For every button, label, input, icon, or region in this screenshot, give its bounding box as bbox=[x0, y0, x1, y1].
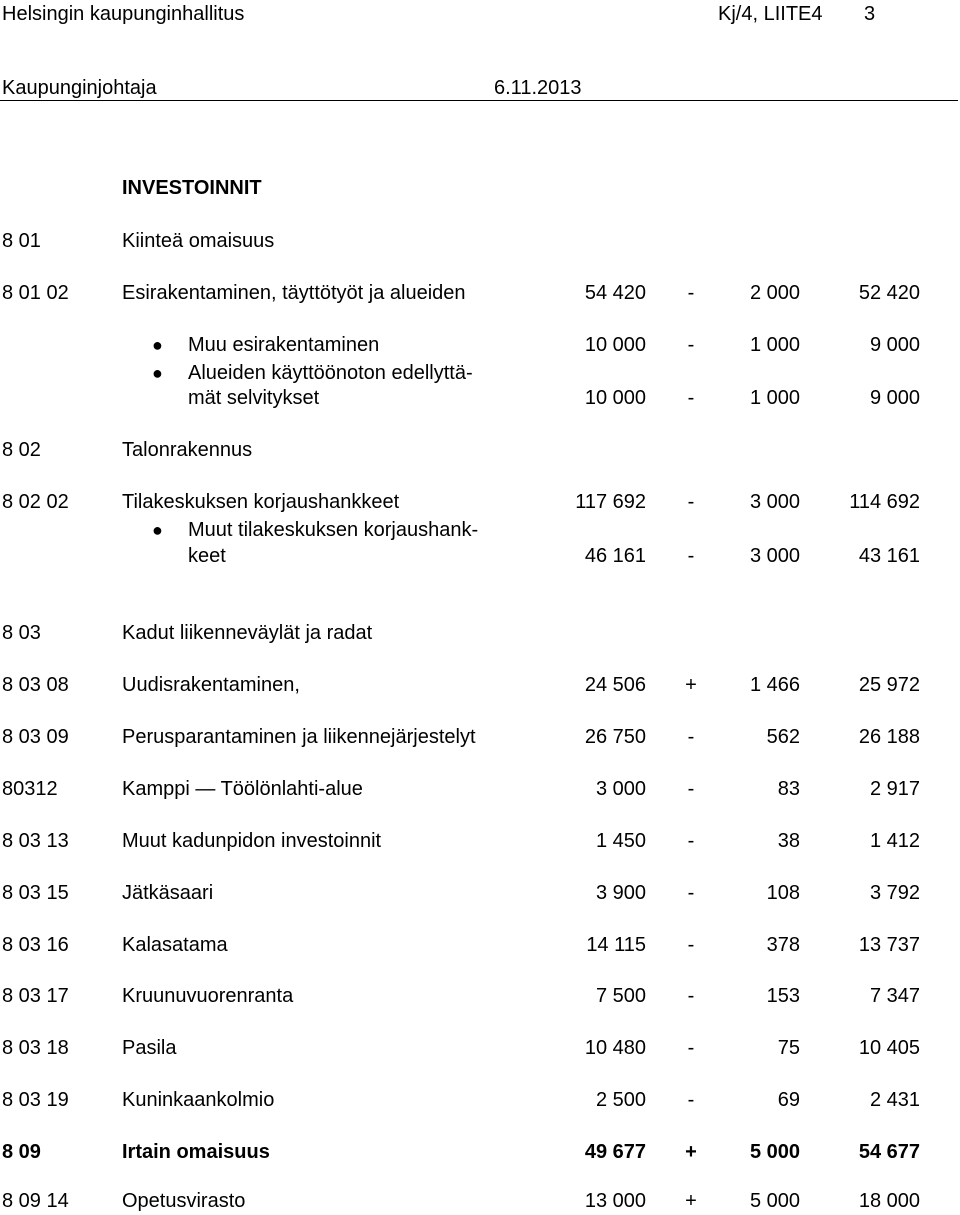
account-label: Irtain omaisuus bbox=[122, 1141, 270, 1163]
table-row bbox=[0, 489, 960, 515]
change-sign: - bbox=[687, 491, 695, 513]
account-label: Perusparantaminen ja liikennejärjestelyt bbox=[122, 726, 476, 748]
account-label: Kamppi — Töölönlahti-alue bbox=[122, 778, 363, 800]
original-amount: 3 000 bbox=[595, 778, 646, 800]
account-code: 8 03 19 bbox=[2, 1089, 69, 1111]
change-amount: 75 bbox=[777, 1037, 800, 1059]
table-row bbox=[0, 828, 960, 854]
table-row bbox=[0, 1035, 960, 1061]
change-amount: 1 466 bbox=[749, 674, 800, 696]
new-amount: 43 161 bbox=[858, 545, 920, 567]
account-label: Muu esirakentaminen bbox=[188, 334, 380, 356]
table-row bbox=[0, 776, 960, 802]
section-row bbox=[0, 228, 960, 254]
original-amount: 24 506 bbox=[584, 674, 646, 696]
new-amount: 7 347 bbox=[869, 985, 920, 1007]
account-code: 8 03 18 bbox=[2, 1037, 69, 1059]
original-amount: 49 677 bbox=[584, 1141, 646, 1163]
new-amount: 52 420 bbox=[858, 282, 920, 304]
new-amount: 54 677 bbox=[858, 1141, 920, 1163]
account-code: 8 02 bbox=[2, 439, 41, 461]
account-label: Muut tilakeskuksen korjaushank- bbox=[188, 519, 479, 541]
change-amount: 3 000 bbox=[749, 545, 800, 567]
change-amount: 378 bbox=[766, 934, 800, 956]
account-code: 8 03 17 bbox=[2, 985, 69, 1007]
header-author: Kaupunginjohtaja bbox=[2, 77, 157, 99]
account-code: 8 03 bbox=[2, 622, 41, 644]
change-amount: 1 000 bbox=[749, 334, 800, 356]
change-sign: - bbox=[687, 334, 695, 356]
change-amount: 5 000 bbox=[749, 1141, 800, 1163]
account-code: 8 03 13 bbox=[2, 830, 69, 852]
original-amount: 13 000 bbox=[584, 1190, 646, 1212]
account-label: Jätkäsaari bbox=[122, 882, 214, 904]
account-code: 8 03 09 bbox=[2, 726, 69, 748]
original-amount: 26 750 bbox=[584, 726, 646, 748]
original-amount: 117 692 bbox=[575, 491, 646, 513]
change-sign: - bbox=[687, 934, 695, 956]
original-amount: 3 900 bbox=[595, 882, 646, 904]
account-code: 8 09 bbox=[2, 1141, 41, 1163]
table-row bbox=[0, 280, 960, 306]
account-code: 80312 bbox=[2, 778, 58, 800]
original-amount: 10 480 bbox=[584, 1037, 646, 1059]
table-row bbox=[0, 1087, 960, 1113]
new-amount: 18 000 bbox=[858, 1190, 920, 1212]
table-row bbox=[0, 385, 960, 411]
account-label: Kruunuvuorenranta bbox=[122, 985, 294, 1007]
original-amount: 7 500 bbox=[595, 985, 646, 1007]
change-sign: - bbox=[687, 387, 695, 409]
account-label: Tilakeskuksen korjaushankkeet bbox=[122, 491, 400, 513]
change-amount: 108 bbox=[766, 882, 800, 904]
table-row bbox=[0, 360, 960, 386]
new-amount: 10 405 bbox=[858, 1037, 920, 1059]
original-amount: 10 000 bbox=[584, 334, 646, 356]
change-amount: 69 bbox=[777, 1089, 800, 1111]
account-label: Kalasatama bbox=[122, 934, 228, 956]
account-code: 8 01 bbox=[2, 230, 41, 252]
change-amount: 83 bbox=[777, 778, 800, 800]
change-sign: - bbox=[687, 830, 695, 852]
table-row bbox=[0, 880, 960, 906]
new-amount: 2 917 bbox=[869, 778, 920, 800]
account-label: Kuninkaankolmio bbox=[122, 1089, 275, 1111]
account-label-continued: keet bbox=[188, 545, 226, 567]
table-row bbox=[0, 543, 960, 569]
page-title: INVESTOINNIT bbox=[122, 177, 262, 199]
new-amount: 2 431 bbox=[869, 1089, 920, 1111]
section-row bbox=[0, 620, 960, 646]
change-sign: - bbox=[687, 726, 695, 748]
account-label: Pasila bbox=[122, 1037, 177, 1059]
account-label: Muut kadunpidon investoinnit bbox=[122, 830, 382, 852]
bullet-icon: ● bbox=[152, 335, 163, 355]
change-sign: + bbox=[685, 1141, 697, 1163]
table-row bbox=[0, 1188, 960, 1214]
header-ref: Kj/4, LIITE4 bbox=[718, 3, 823, 25]
new-amount: 9 000 bbox=[869, 334, 920, 356]
header-date: 6.11.2013 bbox=[494, 77, 582, 99]
table-row bbox=[0, 983, 960, 1009]
change-amount: 3 000 bbox=[749, 491, 800, 513]
bullet-icon: ● bbox=[152, 520, 163, 540]
new-amount: 1 412 bbox=[869, 830, 920, 852]
table-row bbox=[0, 724, 960, 750]
bullet-icon: ● bbox=[152, 363, 163, 383]
original-amount: 46 161 bbox=[584, 545, 646, 567]
change-sign: + bbox=[685, 674, 697, 696]
account-label: Esirakentaminen, täyttötyöt ja alueiden bbox=[122, 282, 466, 304]
account-label: Opetusvirasto bbox=[122, 1190, 246, 1212]
change-sign: - bbox=[687, 778, 695, 800]
account-code: 8 03 16 bbox=[2, 934, 69, 956]
change-sign: + bbox=[685, 1190, 697, 1212]
header-page-number: 3 bbox=[864, 3, 876, 25]
original-amount: 54 420 bbox=[584, 282, 646, 304]
change-sign: - bbox=[687, 282, 695, 304]
section-row bbox=[0, 437, 960, 463]
account-code: 8 09 14 bbox=[2, 1190, 69, 1212]
original-amount: 10 000 bbox=[584, 387, 646, 409]
section-total-row bbox=[0, 1139, 960, 1165]
change-amount: 2 000 bbox=[749, 282, 800, 304]
header-divider bbox=[0, 100, 958, 101]
account-label: Uudisrakentaminen, bbox=[122, 674, 300, 696]
change-amount: 5 000 bbox=[749, 1190, 800, 1212]
change-amount: 1 000 bbox=[749, 387, 800, 409]
change-sign: - bbox=[687, 882, 695, 904]
account-code: 8 03 15 bbox=[2, 882, 69, 904]
account-code: 8 01 02 bbox=[2, 282, 69, 304]
account-label-continued: mät selvitykset bbox=[188, 387, 320, 409]
new-amount: 13 737 bbox=[858, 934, 920, 956]
change-sign: - bbox=[687, 1089, 695, 1111]
original-amount: 1 450 bbox=[595, 830, 646, 852]
change-amount: 38 bbox=[777, 830, 800, 852]
new-amount: 3 792 bbox=[869, 882, 920, 904]
table-row bbox=[0, 932, 960, 958]
new-amount: 26 188 bbox=[858, 726, 920, 748]
new-amount: 25 972 bbox=[858, 674, 920, 696]
new-amount: 9 000 bbox=[869, 387, 920, 409]
change-amount: 153 bbox=[766, 985, 800, 1007]
account-label: Alueiden käyttöönoton edellyttä- bbox=[188, 362, 473, 384]
account-label: Kiinteä omaisuus bbox=[122, 230, 275, 252]
original-amount: 14 115 bbox=[586, 934, 646, 956]
change-sign: - bbox=[687, 985, 695, 1007]
account-label: Kadut liikenneväylät ja radat bbox=[122, 622, 373, 644]
change-sign: - bbox=[687, 1037, 695, 1059]
table-row bbox=[0, 517, 960, 543]
table-row bbox=[0, 332, 960, 358]
table-row bbox=[0, 672, 960, 698]
account-label: Talonrakennus bbox=[122, 439, 253, 461]
header-org: Helsingin kaupunginhallitus bbox=[2, 3, 245, 25]
change-sign: - bbox=[687, 545, 695, 567]
account-code: 8 02 02 bbox=[2, 491, 69, 513]
original-amount: 2 500 bbox=[595, 1089, 646, 1111]
change-amount: 562 bbox=[766, 726, 800, 748]
account-code: 8 03 08 bbox=[2, 674, 69, 696]
new-amount: 114 692 bbox=[849, 491, 920, 513]
